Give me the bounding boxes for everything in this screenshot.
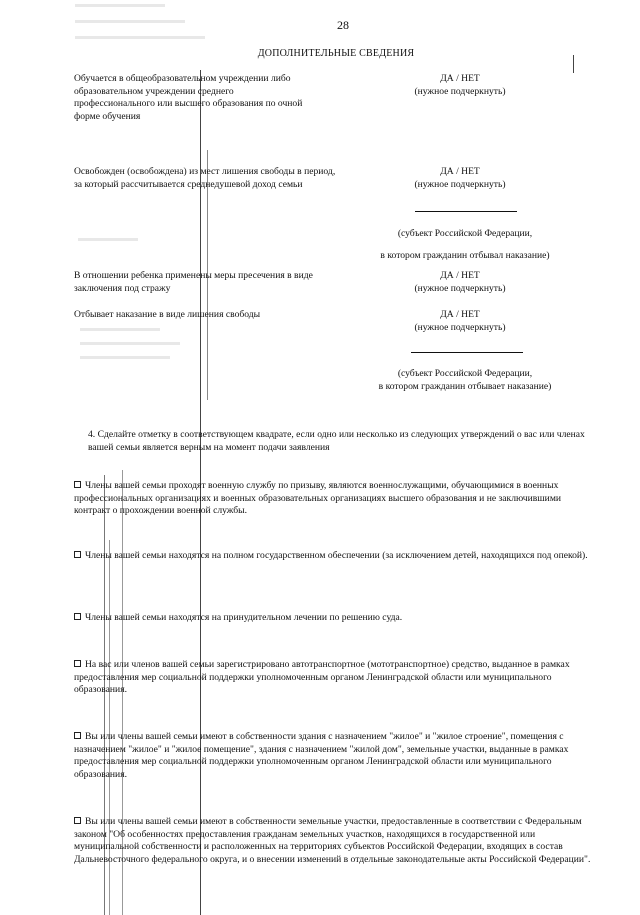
checkbox[interactable] [74,817,81,824]
checkbox[interactable] [74,732,81,739]
page-number: 28 [337,18,349,32]
scan-smudge [75,4,165,7]
statement-text: Члены вашей семьи проходят военную службу по призыву, являются военнослужащими, обучающимися в военных профессиональных организациях и военных образовательных организациях высшего образования и не заключившими контракт о прохождении военной службы. [74,480,562,517]
subject-input-line[interactable] [411,352,523,353]
yes-no-serving-sentence[interactable] [360,309,560,334]
question-studying [74,73,304,123]
question-text: Освобожден (освобождена) из мест лишения свободы в период, за который рассчитывается среднедушевой доход семьи [74,166,336,190]
scan-smudge [80,328,160,331]
checkbox[interactable] [74,613,81,620]
statement-text: Члены вашей семьи находятся на принудительном лечении по решению суда. [85,612,403,623]
statement-housing[interactable] [74,731,594,781]
subject-note-line2: в котором гражданин отбывал наказание) [380,249,550,261]
yes-no-custody[interactable] [360,270,560,295]
question-serving-sentence [74,309,334,322]
yes-no-option[interactable]: ДА / НЕТ [440,270,480,281]
statement-state-support[interactable] [74,550,594,563]
statement-text: Вы или члены вашей семьи имеют в собственности здания с назначением "жилое" и "жилое строение", помещения с назначением "жилое" и "жилое помещение", здания с назначением "жилой дом", земельные участки, выданные в рамках предоставления мер социальной поддержки уполномоченным органом Ленинградской области или муниципального образования. [74,731,569,780]
section-title: ДОПОЛНИТЕЛЬНЫЕ СВЕДЕНИЯ [257,48,415,59]
statement-vehicle[interactable] [74,659,594,697]
statement-military-service[interactable] [74,480,594,518]
checkbox[interactable] [74,660,81,667]
question-text: Отбывает наказание в виде лишения свободы [74,309,261,320]
yes-no-option[interactable]: ДА / НЕТ [440,166,480,177]
statement-text: Вы или члены вашей семьи имеют в собственности земельные участки, предоставленные в соответствии с Федеральным законом "Об особенностях предоставления гражданам земельных участков, находящихся в государственной или муниципальной собственности и расположенных на территориях субъектов Российской Федерации, входящих в состав Дальневосточного федерального округа, и о внесении изменений в отдельные законодательные акты Российской Федерации". [74,816,591,865]
checkbox[interactable] [74,551,81,558]
underline-hint: (нужное подчеркнуть) [414,85,506,97]
yes-no-studying[interactable] [360,73,560,98]
checkbox[interactable] [74,481,81,488]
scan-smudge [75,36,205,39]
underline-hint: (нужное подчеркнуть) [414,178,506,190]
question-text: В отношении ребенка применены меры пресечения в виде заключения под стражу [74,270,313,294]
yes-no-released[interactable] [360,166,560,191]
scan-smudge [80,342,180,345]
subject-input-line[interactable] [415,211,517,212]
subject-note-served [365,228,565,262]
yes-no-option[interactable]: ДА / НЕТ [440,73,480,84]
subject-note-line1: (субъект Российской Федерации, [397,228,533,239]
statement-far-east-land[interactable] [74,816,594,866]
underline-hint: (нужное подчеркнуть) [414,321,506,333]
statement-compulsory-treatment[interactable] [74,612,594,625]
underline-hint: (нужное подчеркнуть) [414,282,506,294]
scan-smudge [80,356,170,359]
subject-note-line1: (субъект Российской Федерации, [397,368,533,379]
subject-note-serving [365,368,565,393]
yes-no-option[interactable]: ДА / НЕТ [440,309,480,320]
statement-text: На вас или членов вашей семьи зарегистрировано автотранспортное (мототранспортное) средство, выданное в рамках предоставления мер социальной поддержки уполномоченным органом Ленинградской области или муниципального образования. [74,659,570,696]
subject-note-line2: в котором гражданин отбывает наказание) [378,380,552,392]
scan-smudge [78,238,138,241]
statement-text: Члены вашей семьи находятся на полном государственном обеспечении (за исключением детей, находящихся под опекой). [85,550,588,561]
question-text: Обучается в общеобразовательном учреждении либо образовательном учреждении среднего профессионального или высшего образования по очной форме обучения [74,73,303,122]
question-custody [74,270,324,295]
question-released [74,166,344,191]
section-4-instruction: 4. Сделайте отметку в соответствующем квадрате, если одно или несколько из следующих утверждений о вас или членах вашей семьи является верным на момент подачи заявления [88,429,585,453]
